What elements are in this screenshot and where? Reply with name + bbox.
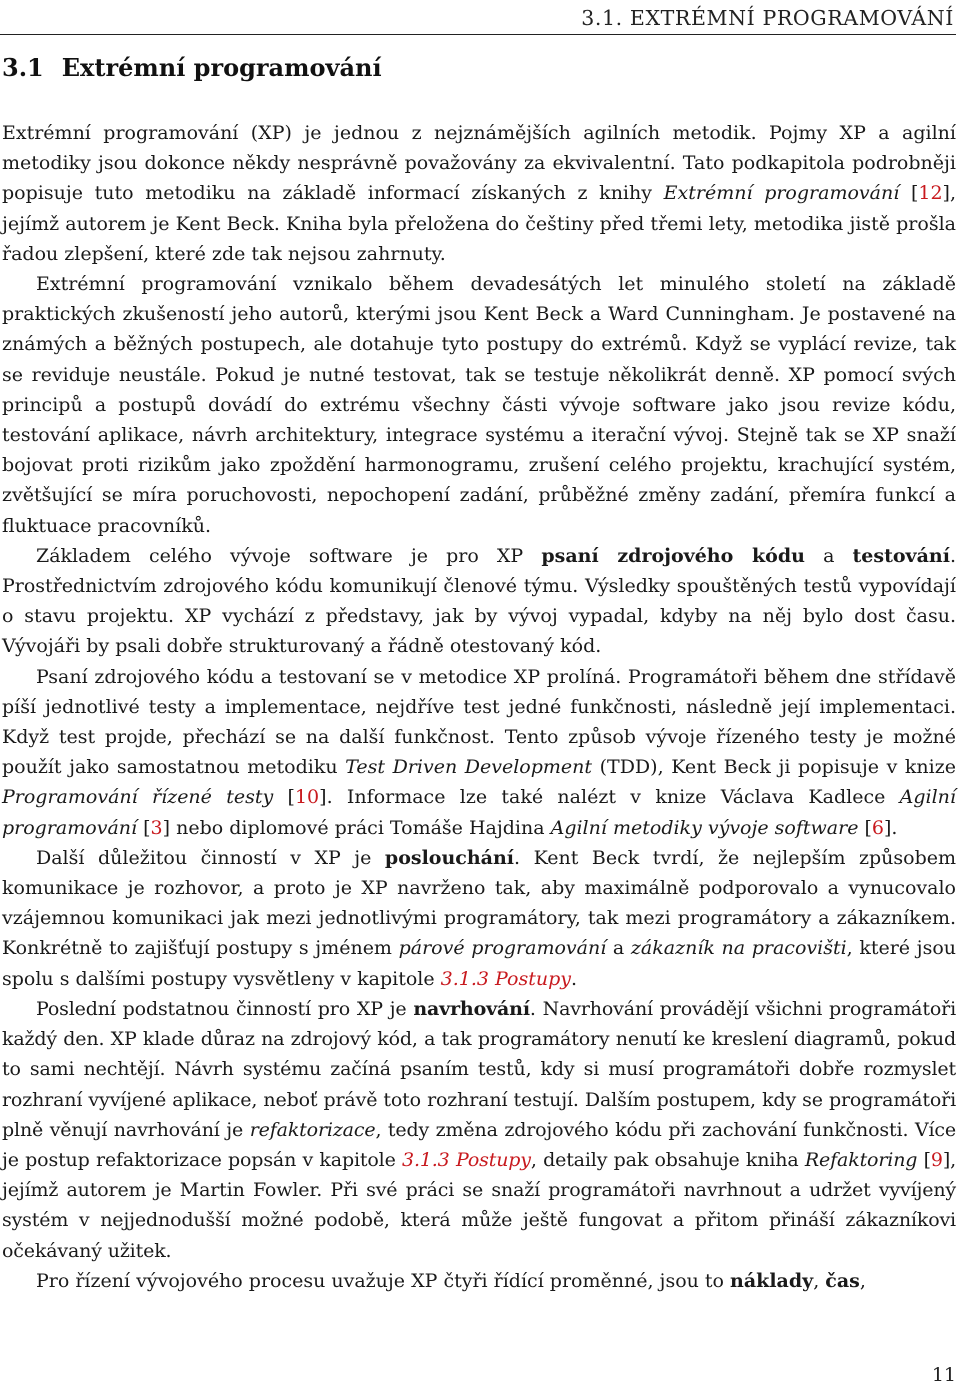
paragraph-1 — [2, 118, 956, 269]
text-run: ] nebo diplomové práci Tomáše Hajdina — [162, 816, 551, 839]
emphasis-bold: navrhování — [413, 997, 530, 1020]
text-run: ]. — [883, 816, 898, 839]
section-number: 3.1 — [2, 53, 44, 82]
emphasis-bold: náklady — [730, 1269, 814, 1292]
emphasis-bold: poslouchání — [384, 846, 515, 869]
text-run: . Navrhování provádějí všichni programátoři každý den. XP klade důraz na zdrojový kód, a tak programátory nenutí ke kreslení diagramů, pokud to sami nechtějí. Návrh systému začíná psaním testů, kdy si musí programátoři dobře rozmyslet rozhraní vyvíjené aplikace, neboť právě toto rozhraní testují. Dalším postupem, kdy se programátoři plně věnují navrhování je — [2, 997, 956, 1141]
text-run: a — [606, 937, 631, 960]
section-reference-link[interactable]: 3.1.3 Postupy — [440, 967, 571, 990]
book-title: Agilní programování — [2, 786, 956, 839]
text-run: . Kent Beck tvrdí, že nejlepším způsobem komunikace je rozhovor, a proto je XP navrženo tak, aby maximálně podporovalo a vynucovalo vzájemnou komunikaci jak mezi jednotlivými programátory, tak mezi programátory a zákazníkem. Konkrétně to zajišťují postupy s jménem — [2, 846, 956, 960]
practice-term: párové programování — [398, 937, 607, 960]
text-run: ], jejímž autorem je Martin Fowler. Při své práci se snaží programátoři navrhnout a udržet vyvíjený systém v nejjednodušší možné podobě, která může ještě fungovat a přitom přináší zákazníkovi očekávaný užitek. — [2, 1148, 956, 1262]
body-text — [2, 118, 956, 1296]
paragraph-5 — [2, 843, 956, 994]
text-run: , detaily pak obsahuje kniha — [530, 1148, 805, 1171]
practice-term: zákazník na pracovišti — [630, 937, 847, 960]
text-run: [ — [917, 1148, 931, 1171]
text-run: (TDD), Kent Beck ji popisuje v knize — [592, 756, 956, 779]
text-run: a — [804, 544, 853, 567]
book-title: Refaktoring — [804, 1148, 918, 1171]
citation-link[interactable]: 10 — [294, 786, 320, 809]
citation-link[interactable]: 9 — [930, 1148, 943, 1171]
text-run: ]. Informace lze také nalézt v knize Václava Kadlece — [319, 786, 900, 809]
emphasis-bold: psaní zdrojového kódu — [541, 544, 805, 567]
text-run: Pro řízení vývojového procesu uvažuje XP čtyři řídící proměnné, jsou to — [36, 1269, 731, 1292]
paragraph-4 — [2, 662, 956, 843]
section-title-text: Extrémní programování — [61, 53, 382, 82]
book-title: Extrémní programování — [663, 182, 900, 205]
text-run: Psaní zdrojového kódu a testovaní se v metodice XP prolíná. Programátoři během dne střídavě píší jednotlivé testy a implementace, nejdříve test jedné funkčnosti, následně její implementaci. Když test projde, přechází se na další funkčnost. Tento způsob vývoje řízeného testy je možné použít jako samostatnou metodiku — [2, 665, 956, 779]
text-run: , tedy změna zdrojového kódu při zachování funkčnosti. Více je postup refaktorizace popsán v kapitole — [2, 1118, 956, 1171]
citation-link[interactable]: 3 — [150, 816, 163, 839]
running-head: 3.1. EXTRÉMNÍ PROGRAMOVÁNÍ — [581, 6, 954, 30]
text-run: , které jsou spolu s dalšími postupy vysvětleny v kapitole — [2, 937, 956, 990]
text-run: , — [859, 1269, 866, 1292]
paragraph-2 — [2, 269, 956, 541]
text-run: [ — [273, 786, 295, 809]
book-title: Programování řízené testy — [2, 786, 274, 809]
emphasis-bold: testování — [852, 544, 950, 567]
section-reference-link[interactable]: 3.1.3 Postupy — [402, 1148, 531, 1171]
page-number: 11 — [931, 1364, 956, 1386]
paragraph-6 — [2, 994, 956, 1266]
text-run: . Prostřednictvím zdrojového kódu komunikují členové týmu. Výsledky spouštěných testů vypovídají o stavu projektu. XP vychází z představy, jak by vývoj vypadal, kdyby na něj bylo dost času. Vývojáři by psali dobře strukturovaný a řádně otestovaný kód. — [2, 544, 956, 658]
practice-term: refaktorizace — [249, 1118, 376, 1141]
text-run: [ — [899, 182, 919, 205]
citation-link[interactable]: 6 — [871, 816, 884, 839]
section-heading — [2, 53, 382, 82]
text-run: Poslední podstatnou činností pro XP je — [36, 997, 414, 1020]
thesis-title: Agilní metodiky vývoje software — [550, 816, 859, 839]
method-name: Test Driven Development — [345, 756, 593, 779]
page-header — [0, 4, 956, 35]
text-run: [ — [137, 816, 151, 839]
text-run: [ — [858, 816, 872, 839]
text-run: Základem celého vývoje software je pro XP — [36, 544, 542, 567]
text-run: . — [571, 967, 578, 990]
paragraph-3 — [2, 541, 956, 662]
text-run: Extrémní programování (XP) je jednou z nejznámějších agilních metodik. Pojmy XP a agilní metodiky jsou dokonce někdy nesprávně považovány za ekvivalentní. Tato podkapitola podrobněji popisuje tuto metodiku na základě informací získaných z knihy — [2, 122, 956, 205]
text-run: Další důležitou činností v XP je — [36, 846, 385, 869]
text-run: , — [813, 1269, 826, 1292]
text-run: ], jejímž autorem je Kent Beck. Kniha byla přeložena do češtiny před třemi lety, metodika jistě prošla řadou zlepšení, které zde tak nejsou zahrnuty. — [2, 182, 956, 265]
citation-link[interactable]: 12 — [918, 182, 943, 205]
emphasis-bold: čas — [825, 1269, 860, 1292]
text-run: Extrémní programování vznikalo během devadesátých let minulého století na základě praktických zkušeností jeho autorů, kterými jsou Kent Beck a Ward Cunningham. Je postavené na známých a běžných postupech, ale dotahuje tyto postupy do extrémů. Když se vyplácí revize, tak se reviduje neustále. Pokud je nutné testovat, tak se testuje několikrát denně. XP pomocí svých principů a postupů dovádí do extrému všechny části vývoje software jako jsou revize kódu, testování aplikace, návrh architektury, integrace systému a iterační vývoj. Stejně tak se XP snaží bojovat proti rizikům jako zpoždění harmonogramu, zrušení celého projektu, krachující systém, zvětšující se míra poruchovosti, nepochopení zadání, průběžné změny zadání, přemíra funkcí a fluktuace pracovníků. — [2, 273, 956, 537]
paragraph-7 — [2, 1266, 956, 1296]
